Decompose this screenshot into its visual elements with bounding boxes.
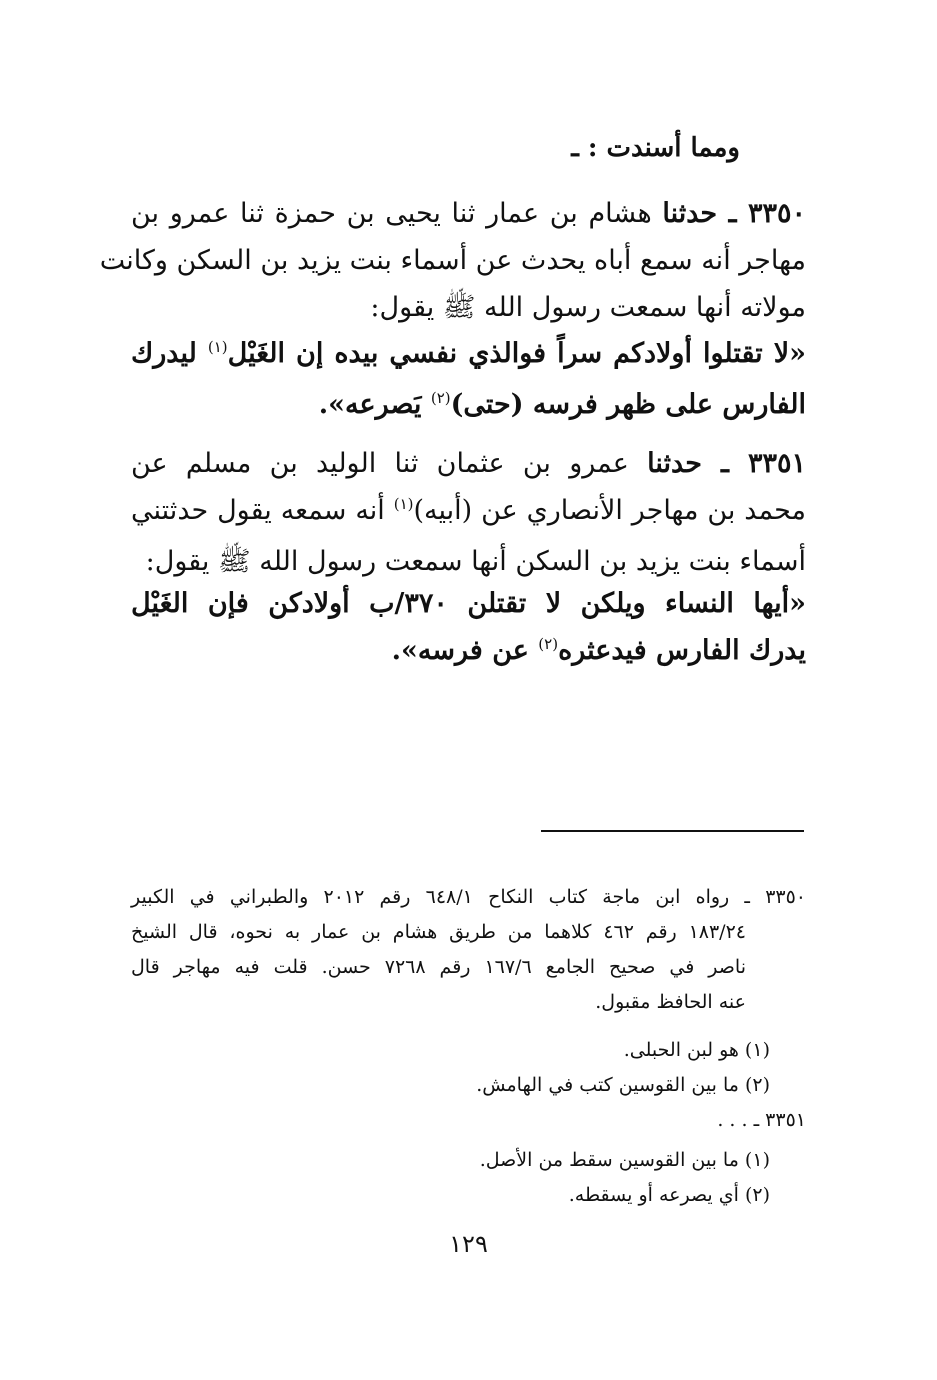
quote-line [131, 627, 806, 678]
text-segment: يَصرعه». [318, 389, 431, 420]
footnote-divider [541, 830, 804, 832]
text-line: مهاجر أنه سمع أباه يحدث عن أسماء بنت يزيد بن السكن وكانت [99, 245, 806, 276]
footnote-note: (١) ما بين القوسين سقط من الأصل. [479, 1149, 770, 1171]
footnote-notes-3351 [131, 1143, 806, 1213]
text-segment: يدرك الفارس فيدعثره [558, 635, 806, 666]
text-segment: عن فرسه». [391, 635, 539, 666]
footnote-3350 [131, 880, 806, 1020]
text-line: مولاته أنها سمعت رسول الله ﷺ يقول: [370, 292, 806, 323]
page-number: ١٢٩ [449, 1230, 488, 1258]
hadith-number: ٣٣٥٠ ـ حدثنا [662, 198, 806, 229]
hadith-number: ٣٣٥١ ـ حدثنا [647, 448, 806, 479]
text-segment: الفارس على ظهر فرسه (حتى) [450, 389, 806, 420]
text-segment: عمرو بن عثمان ثنا الوليد بن مسلم عن [131, 448, 648, 479]
text-segment: ليدرك [131, 338, 208, 369]
quote-line: «أيها النساء ويلكن لا تقتلن ٣٧٠/ب أولادكن فإن الغَيْل [131, 588, 806, 619]
footnote-note: (٢) أي يصرعه أو يسقطه. [568, 1184, 770, 1206]
footnote-note: (٢) ما بين القوسين كتب في الهامش. [476, 1074, 770, 1096]
footnote-marker: (٢) [538, 635, 559, 653]
quote-line [131, 330, 806, 381]
footnote-line: ٣٣٥٠ ـ رواه ابن ماجة كتاب النكاح ٦٤٨/١ رقم ٢٠١٢ والطبراني في الكبير [131, 886, 807, 908]
text-segment: أنه سمعه يقول حدثتني [131, 495, 394, 526]
text-segment: محمد بن مهاجر الأنصاري عن (أبيه) [413, 495, 806, 526]
hadith-3351-quote [131, 580, 806, 678]
footnote-3351: ٣٣٥١ ـ . . . [717, 1109, 806, 1131]
text-line: أسماء بنت يزيد بن السكن أنها سمعت رسول الله ﷺ يقول: [145, 546, 806, 577]
footnote-marker: (١) [207, 338, 228, 356]
footnote-notes-3350 [131, 1033, 806, 1103]
footnote-line: ناصر في صحيح الجامع ١٦٧/٦ رقم ٧٢٦٨ حسن. قلت فيه مهاجر قال [131, 956, 746, 978]
footnote-line: عنه الحافظ مقبول. [595, 991, 746, 1013]
hadith-3350-text [99, 190, 806, 331]
text-line [131, 440, 806, 487]
footnote-marker: (٢) [430, 389, 451, 407]
footnote-marker: (١) [393, 495, 414, 513]
footnote-line: ١٨٣/٢٤ رقم ٤٦٢ كلاهما من طريق هشام بن عمار به نحوه، قال الشيخ [131, 921, 746, 943]
footnote-note: (١) هو لبن الحبلى. [623, 1039, 770, 1061]
text-segment: هشام بن عمار ثنا يحيى بن حمزة ثنا عمرو بن [131, 198, 663, 229]
text-line [131, 190, 806, 237]
quote-line [131, 381, 806, 432]
section-heading: ومما أسندت : ـ [571, 133, 740, 163]
hadith-3350-quote [131, 330, 806, 432]
text-segment: «لا تقتلوا أولادكم سراً فوالذي نفسي بيده إن الغَيْل [227, 338, 806, 369]
text-line [131, 487, 806, 538]
hadith-3351-text [131, 440, 806, 585]
